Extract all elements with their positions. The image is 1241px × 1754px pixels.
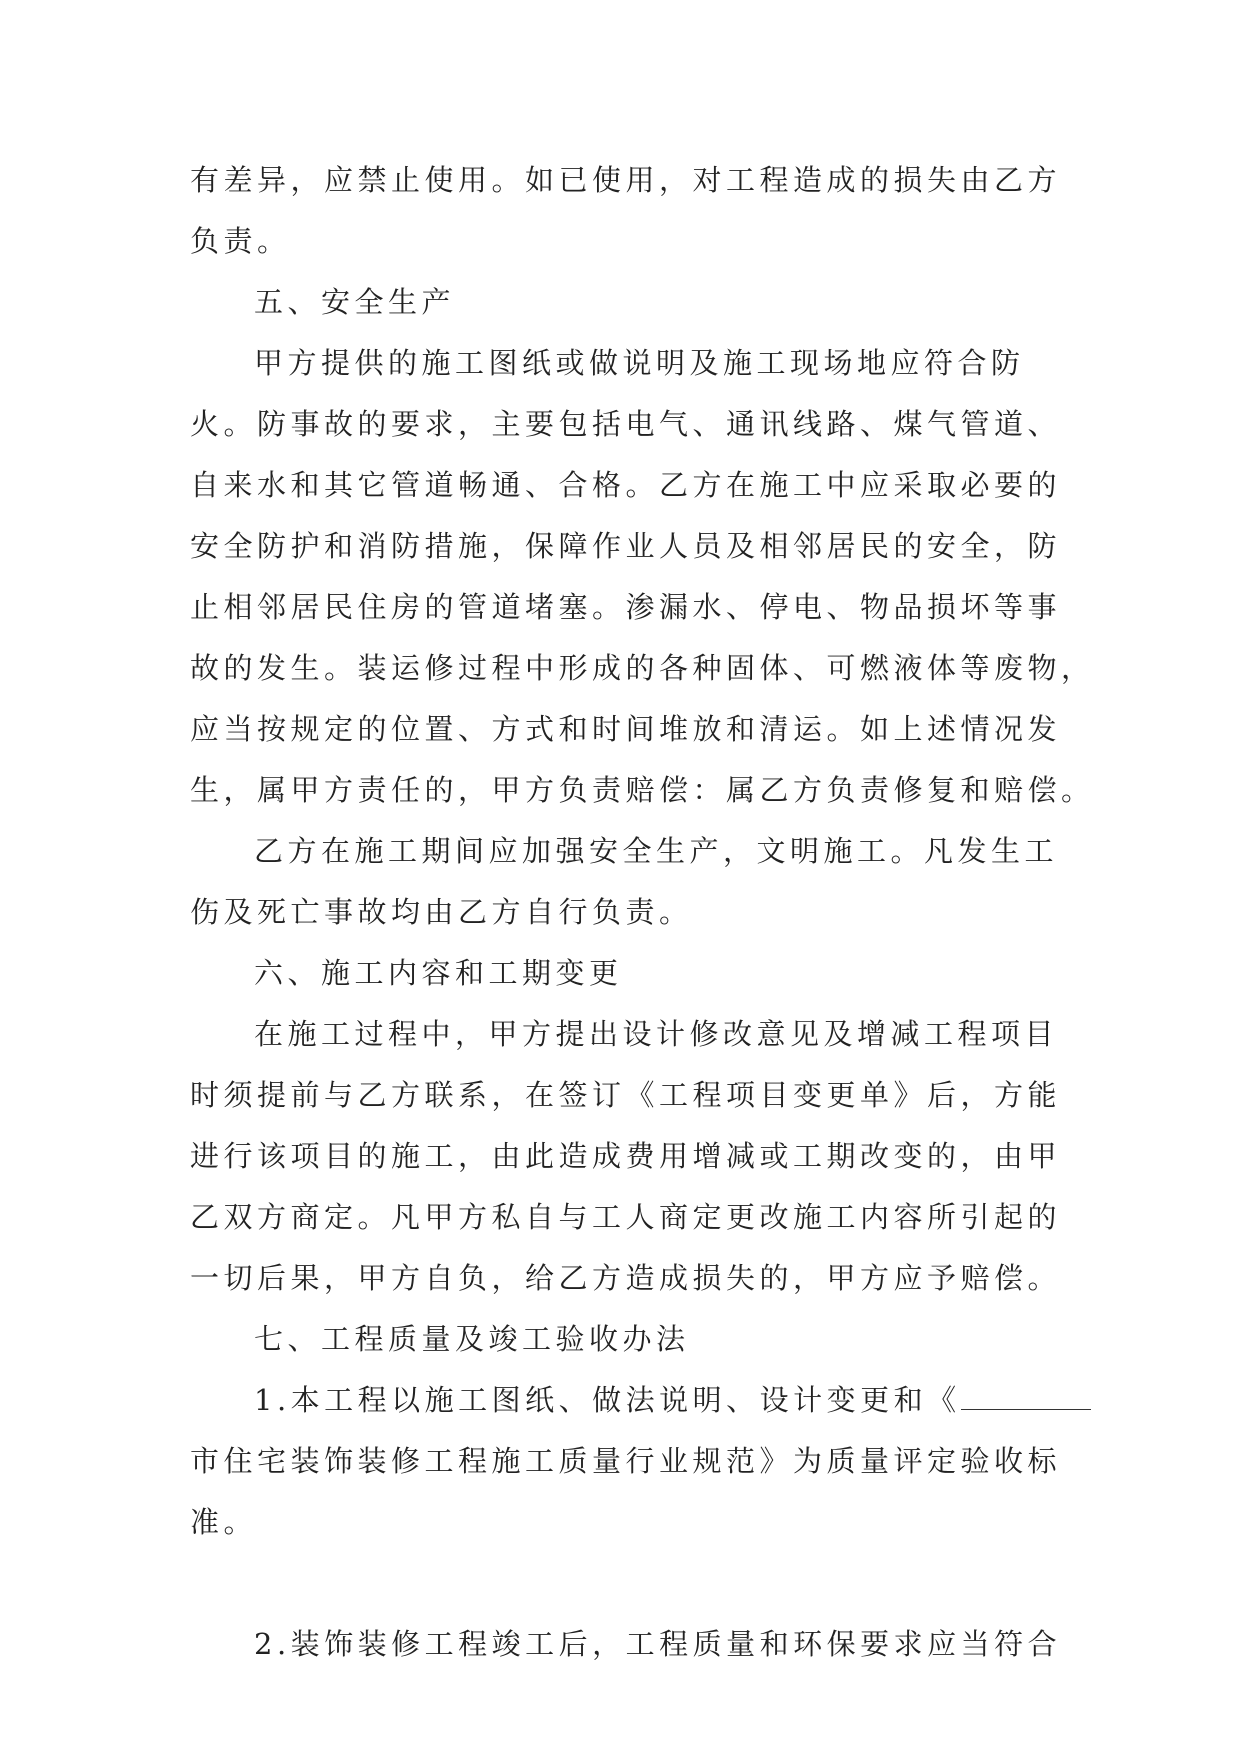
- section-heading-changes: 六、施工内容和工期变更: [254, 956, 623, 990]
- text-line: 市住宅装饰装修工程施工质量行业规范》为质量评定验收标: [190, 1444, 1062, 1478]
- fill-in-blank: [961, 1387, 1091, 1410]
- text-line: 应当按规定的位置、方式和时间堆放和清运。如上述情况发: [190, 712, 1062, 746]
- text-line: 一切后果，甲方自负，给乙方造成损失的，甲方应予赔偿。: [190, 1261, 1062, 1295]
- section-heading-safety: 五、安全生产: [254, 285, 456, 319]
- document-body: [190, 150, 1095, 1675]
- text-line: 自来水和其它管道畅通、合格。乙方在施工中应采取必要的: [190, 468, 1062, 502]
- text-line: 故的发生。装运修过程中形成的各种固体、可燃液体等废物，: [190, 651, 1095, 685]
- text-line: 在施工过程中，甲方提出设计修改意见及增减工程项目: [254, 1017, 1059, 1051]
- text-line: 负责。: [190, 224, 291, 258]
- text-line-with-blank: [190, 1370, 1050, 1431]
- text-line: 有差异，应禁止使用。如已使用，对工程造成的损失由乙方: [190, 163, 1062, 197]
- spacer-line: [190, 1553, 1050, 1614]
- text-line: 止相邻居民住房的管道堵塞。渗漏水、停电、物品损坏等事: [190, 590, 1062, 624]
- text-line: 乙双方商定。凡甲方私自与工人商定更改施工内容所引起的: [190, 1200, 1062, 1234]
- text-line: 甲方提供的施工图纸或做说明及施工现场地应符合防: [254, 346, 1025, 380]
- text-line: 伤及死亡事故均由乙方自行负责。: [190, 895, 693, 929]
- text-line: 2.装饰装修工程竣工后，工程质量和环保要求应当符合: [254, 1627, 1062, 1661]
- text-line: 进行该项目的施工，由此造成费用增减或工期改变的，由甲: [190, 1139, 1062, 1173]
- text-line: 火。防事故的要求，主要包括电气、通讯线路、煤气管道、: [190, 407, 1062, 441]
- section-heading-quality: 七、工程质量及竣工验收办法: [254, 1322, 690, 1356]
- text-line: 生，属甲方责任的，甲方负责赔偿：属乙方负责修复和赔偿。: [190, 773, 1095, 807]
- text-line: 准。: [190, 1505, 258, 1539]
- text-line: 时须提前与乙方联系，在签订《工程项目变更单》后，方能: [190, 1078, 1062, 1112]
- text-fragment: 1.本工程以施工图纸、做法说明、设计变更和《: [254, 1383, 961, 1417]
- text-line: 安全防护和消防措施，保障作业人员及相邻居民的安全，防: [190, 529, 1062, 563]
- text-line: 乙方在施工期间应加强安全生产，文明施工。凡发生工: [254, 834, 1059, 868]
